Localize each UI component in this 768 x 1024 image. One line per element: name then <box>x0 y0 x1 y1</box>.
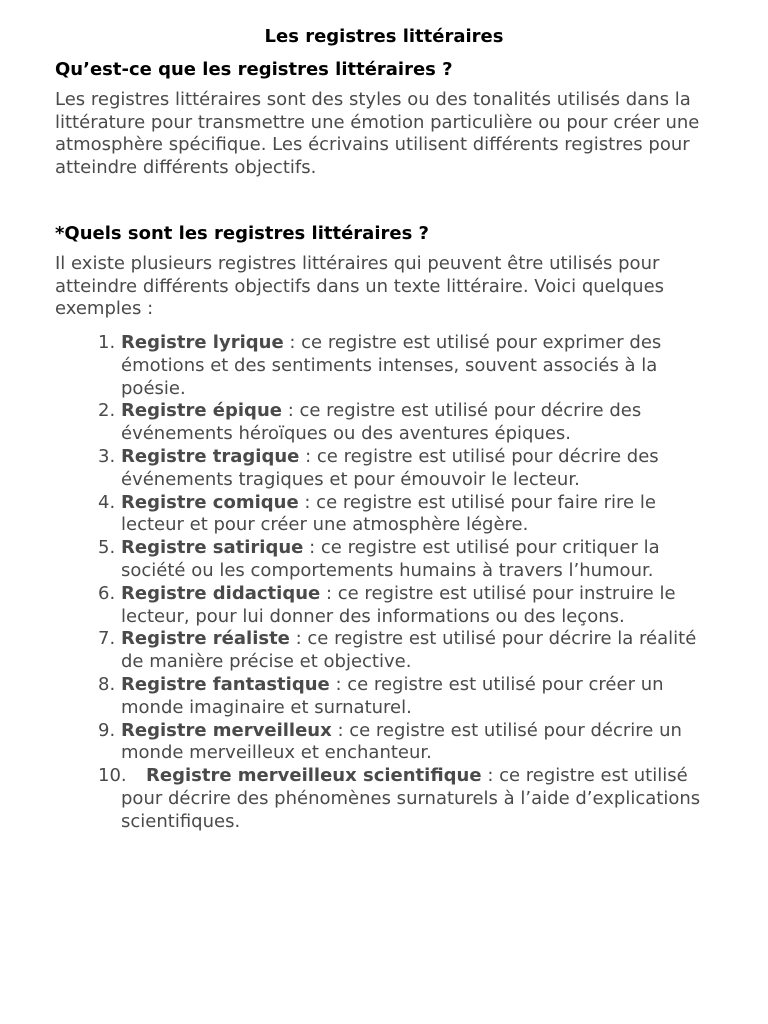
list-item-term: Registre fantastique <box>121 673 330 695</box>
list-item-number: 10. <box>98 765 127 787</box>
list-item-term: Registre épique <box>121 400 282 422</box>
list-item-text: : ce registre est utilisé pour décrire des phénomènes surnaturels à l’aide d’explications scientifiques. <box>121 765 701 832</box>
list-item-text: : ce registre est utilisé pour faire rire le lecteur et pour créer une atmosphère légère. <box>121 491 656 536</box>
definition-paragraph: Les registres littéraires sont des styles ou des tonalités utilisés dans la littérature pour transmettre une émotion particulière ou pour créer une atmosphère spécifique. Les écrivains utilisent différents registres pour atteindre différents objectifs. <box>55 89 700 178</box>
list-item <box>0 400 701 446</box>
section-heading-definition: Qu’est-ce que les registres littéraires ? <box>55 59 453 80</box>
list-item-term: Registre réaliste <box>121 628 290 650</box>
list-item <box>0 720 701 766</box>
list-item-number: 4. <box>98 491 116 513</box>
list-item <box>0 674 701 720</box>
list-item <box>0 492 701 538</box>
list-item-term: Registre didactique <box>121 582 321 604</box>
section-heading-list: *Quels sont les registres littéraires ? <box>55 223 429 244</box>
list-item <box>0 446 701 492</box>
list-item <box>0 583 701 629</box>
list-item-term: Registre lyrique <box>121 332 284 353</box>
document-title: Les registres littéraires <box>264 26 504 47</box>
list-item <box>0 765 701 833</box>
list-item-number: 5. <box>98 537 116 559</box>
list-item-term: Registre merveilleux <box>121 719 332 741</box>
list-item-text: : ce registre est utilisé pour exprimer des émotions et des sentiments intenses, souvent associés à la poésie. <box>121 332 662 399</box>
list-item-number: 1. <box>98 332 116 353</box>
intro-paragraph: Il existe plusieurs registres littéraires qui peuvent être utilisés pour atteindre différents objectifs dans un texte littéraire. Voici quelques exemples : <box>55 253 665 319</box>
list-item <box>0 537 701 583</box>
list-item-number: 8. <box>98 673 116 695</box>
list-item-number: 9. <box>98 719 116 741</box>
list-item-number: 3. <box>98 445 116 467</box>
list-item-number: 2. <box>98 400 116 422</box>
list-item-number: 7. <box>98 628 116 650</box>
list-item-term: Registre tragique <box>121 445 300 467</box>
list-item-term: Registre comique <box>121 491 299 513</box>
list-item-number: 6. <box>98 582 116 604</box>
list-item-text: : ce registre est utilisé pour décrire des événements tragiques et pour émouvoir le lecteur. <box>121 445 659 490</box>
list-item <box>0 628 701 674</box>
list-item-text: : ce registre est utilisé pour instruire le lecteur, pour lui donner des informations ou des leçons. <box>121 582 676 627</box>
list-item-text: : ce registre est utilisé pour décrire la réalité de manière précise et objective. <box>121 628 697 673</box>
list-item-term: Registre satirique <box>121 537 304 559</box>
list-item <box>0 332 701 400</box>
list-item-text: : ce registre est utilisé pour décrire un monde merveilleux et enchanteur. <box>121 719 682 764</box>
list-item-text: : ce registre est utilisé pour critiquer la société ou les comportements humains à travers l’humour. <box>121 537 660 581</box>
list-item-text: : ce registre est utilisé pour créer un monde imaginaire et surnaturel. <box>121 673 664 718</box>
registres-list <box>0 332 768 834</box>
list-item-term: Registre merveilleux scientifique <box>146 765 482 787</box>
list-item-text: : ce registre est utilisé pour décrire des événements héroïques ou des aventures épiques. <box>121 400 642 445</box>
